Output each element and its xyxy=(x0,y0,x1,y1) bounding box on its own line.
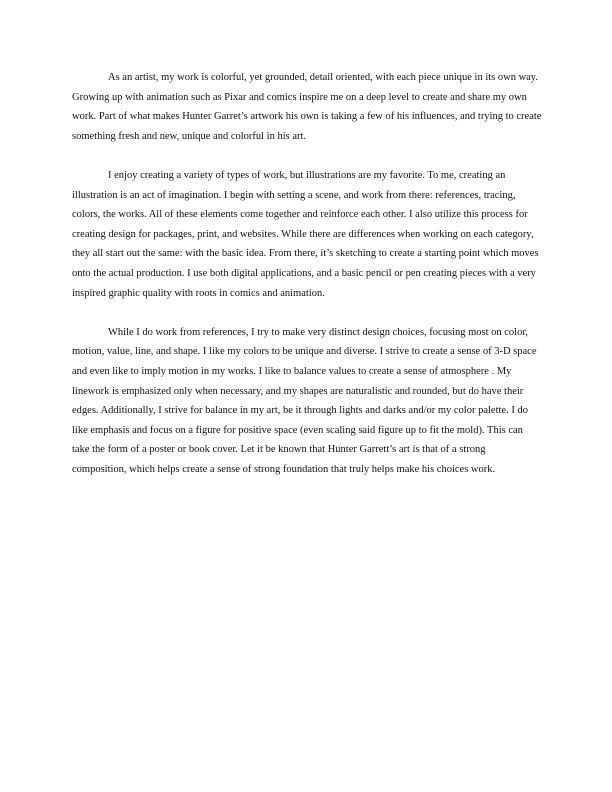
paragraph-1: As an artist, my work is colorful, yet grounded, detail oriented, with each piece unique in its own way. Growing up with animation such as Pixar and comics inspire me on a deep level to create and share my own work. Part of what makes Hunter Garret’s artwork his own is taking a few of his influences, and trying to create something fresh and new, unique and colorful in his art. xyxy=(72,72,542,142)
document-body xyxy=(72,68,542,499)
paragraph-3: While I do work from references, I try to make very distinct design choices, focusing most on color, motion, value, line, and shape. I like my colors to be unique and diverse. I strive to create a sense of 3-D space and even like to imply motion in my works. I like to balance values to create a sense of atmosphere . My linework is emphasized only when necessary, and my shapes are naturalistic and rounded, but do have their edges. Additionally, I strive for balance in my art, be it through lights and darks and/or my color palette. I do like emphasis and focus on a figure for positive space (even scaling said figure up to fit the mold). This can take the form of a poster or book cover. Let it be known that Hunter Garrett’s art is that of a strong composition, which helps create a sense of strong foundation that truly helps make his choices work. xyxy=(72,326,537,475)
paragraph-2: I enjoy creating a variety of types of work, but illustrations are my favorite. To me, creating an illustration is an act of imagination. I begin with setting a scene, and work from there: references, tracing, colors, the works. All of these elements come together and reinforce each other. I also utilize this process for creating design for packages, print, and websites. While there are differences when working on each category, they all start out the same: with the basic idea. From there, it’s sketching to create a starting point which moves onto the actual production. I use both digital applications, and a basic pencil or pen creating pieces with a very inspired graphic quality with roots in comics and animation. xyxy=(72,169,539,299)
